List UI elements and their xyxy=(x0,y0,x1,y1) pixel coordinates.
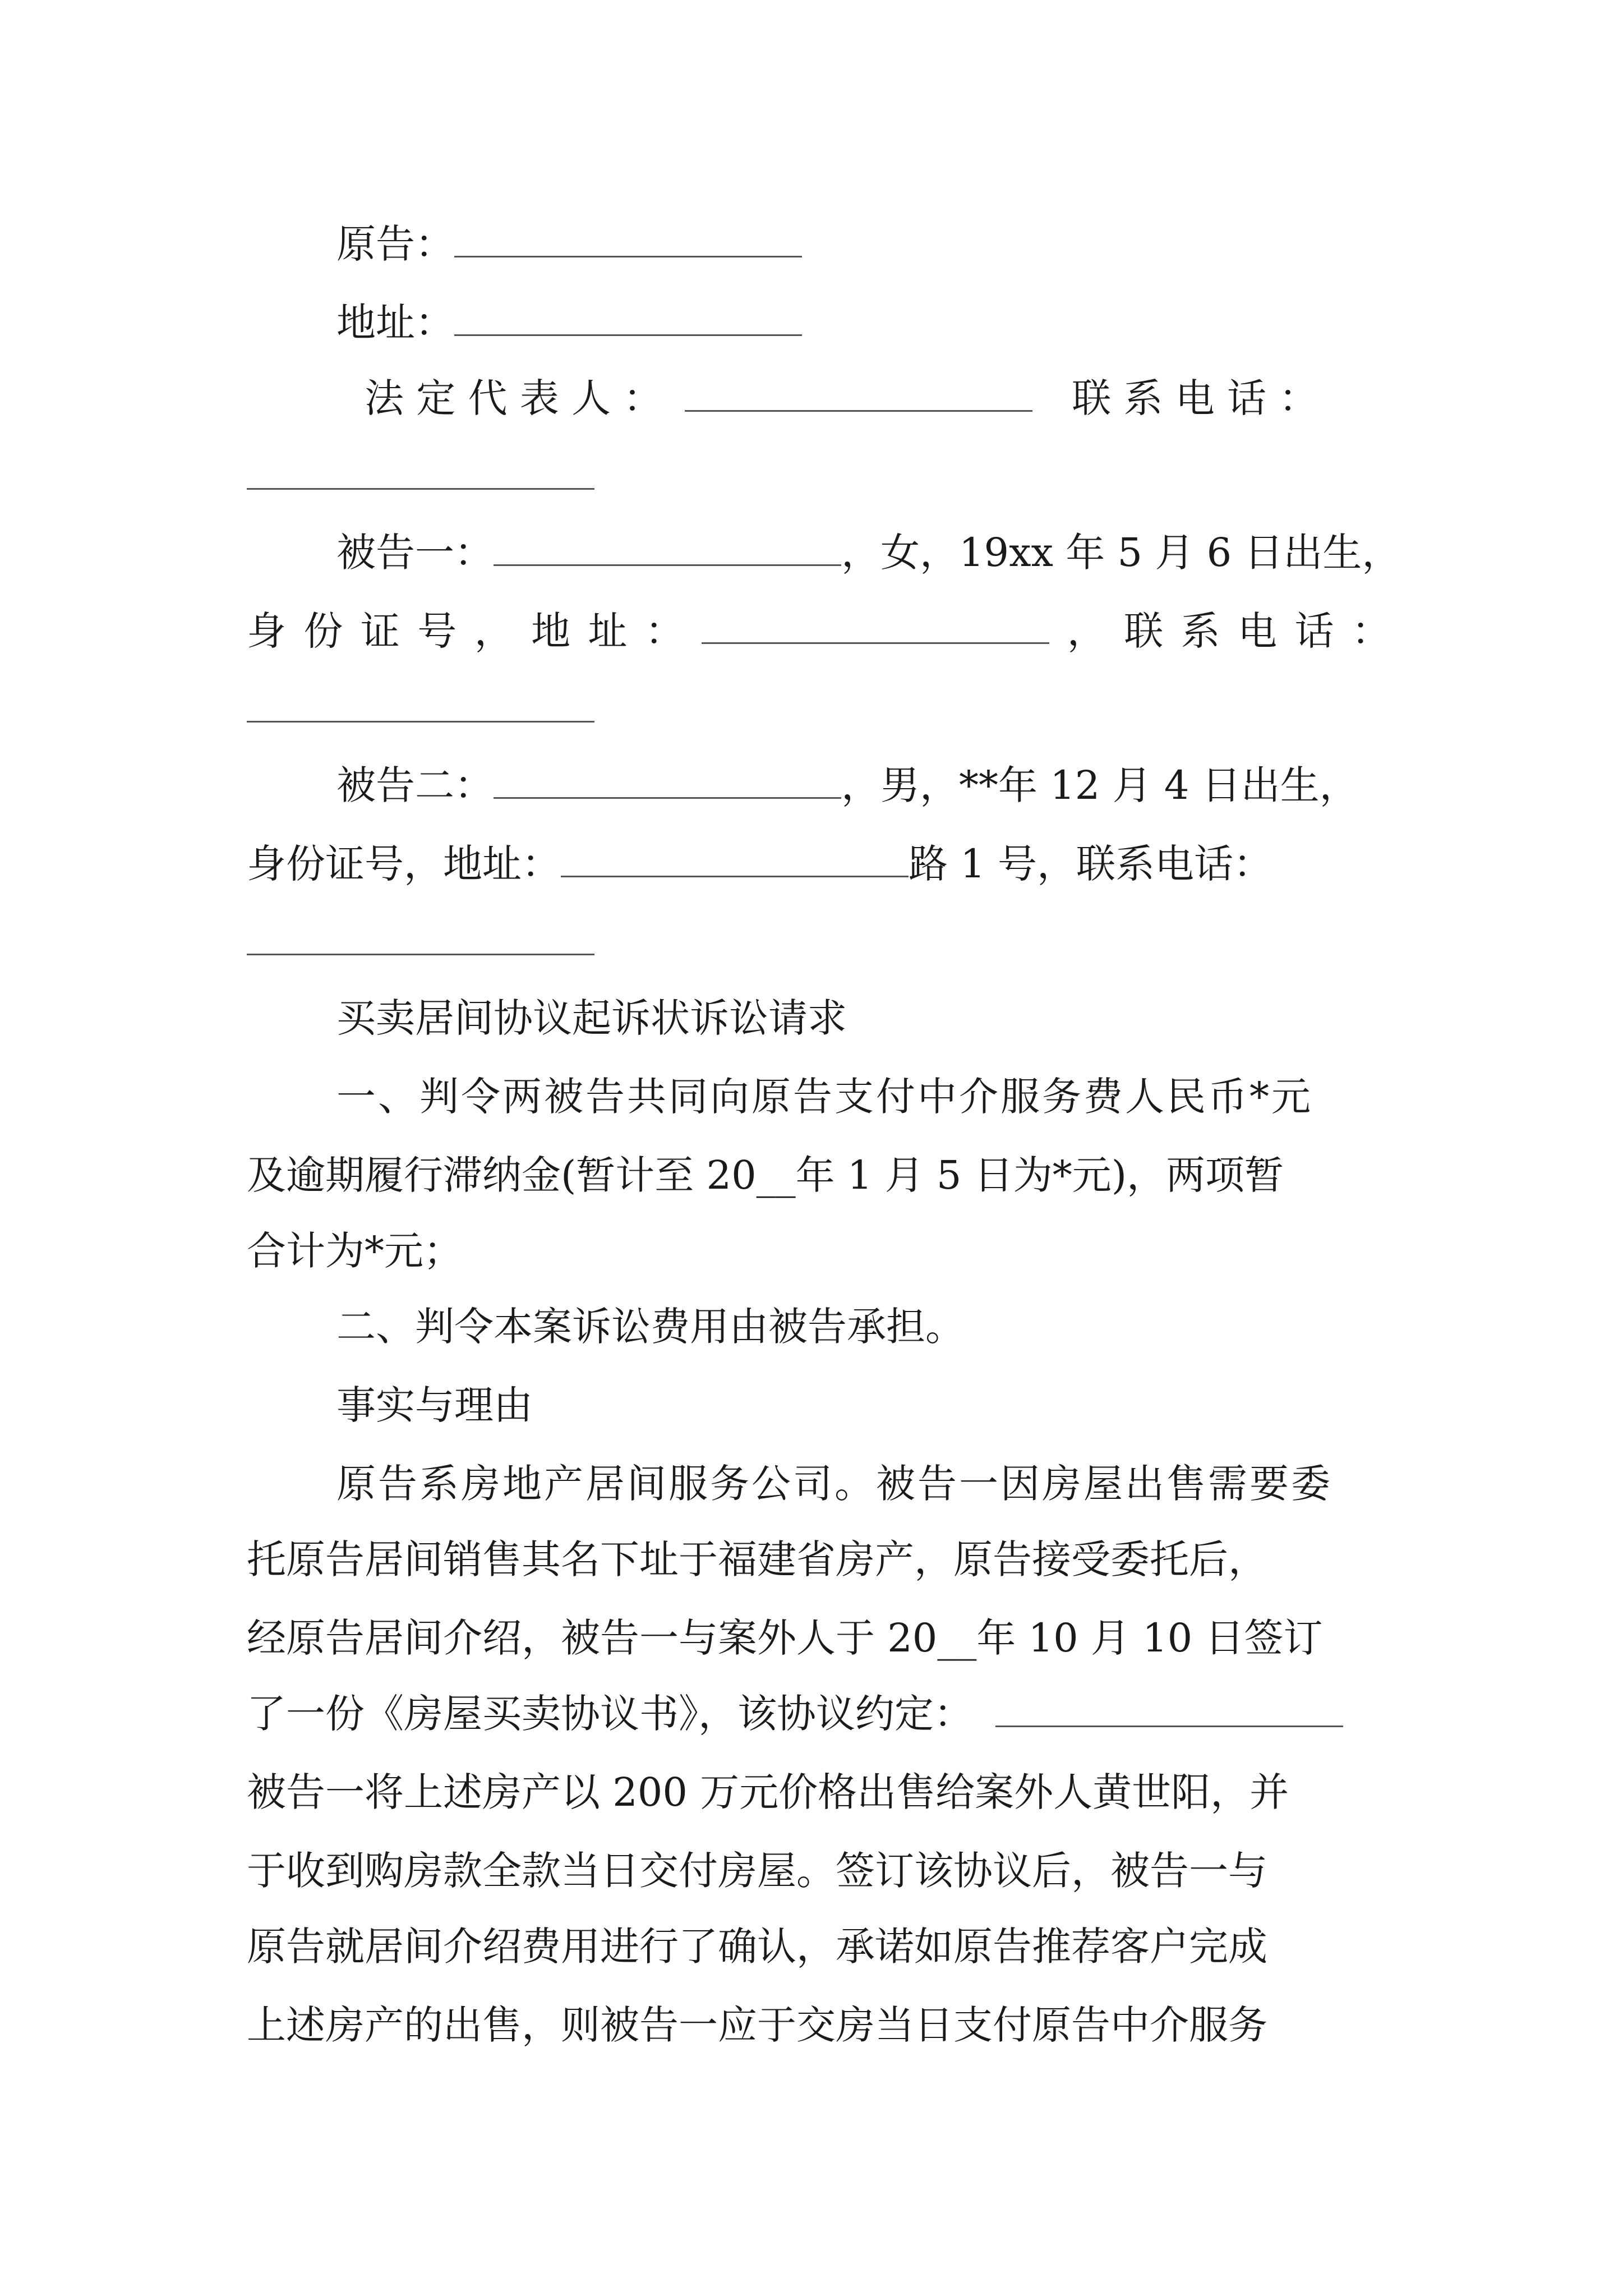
legal-rep-line xyxy=(365,370,1318,426)
defendant2-address-blank xyxy=(561,836,909,877)
defendant1-line2 xyxy=(247,603,1391,659)
plaintiff-blank xyxy=(454,217,802,257)
claim-item2: 二、判令本案诉讼费用由被告承担。 xyxy=(336,1304,965,1350)
d1-char: 话 xyxy=(1294,608,1334,654)
d1-char: 地 xyxy=(531,608,571,654)
facts-line: 上述房产的出售，则被告一应于交房当日支付原告中介服务 xyxy=(247,2002,1267,2048)
claim-item1-line1: 一、判令两被告共同向原告支付中介服务费人民币*元 xyxy=(336,1074,1313,1120)
d1-char: ： xyxy=(1351,608,1391,654)
facts-line: 于收到购房款全款当日交付房屋。签订该协议后，被告一与 xyxy=(247,1848,1267,1894)
rep-phone-blank xyxy=(247,488,594,490)
claim-item1-line2: 及逾期履行滞纳金(暂计至 20__年 1 月 5 日为*元)，两项暂 xyxy=(247,1152,1284,1198)
d1-char: 证 xyxy=(360,608,400,654)
defendant1-phone-blank xyxy=(247,721,594,723)
d1-char: 份 xyxy=(303,608,343,654)
legal-rep-label: 法 定 代 表 人 ： xyxy=(365,375,663,421)
plaintiff-line xyxy=(336,216,802,272)
defendant2-name-blank xyxy=(494,758,841,799)
facts-line: 托原告居间销售其名下址于福建省房产，原告接受委托后， xyxy=(247,1536,1267,1582)
facts-line: 原告就居间介绍费用进行了确认，承诺如原告推荐客户完成 xyxy=(247,1924,1267,1970)
facts-line-with-blank xyxy=(247,1686,1343,1742)
d1-char: ， xyxy=(1067,608,1106,654)
facts-line: 被告一将上述房产以 200 万元价格出售给案外人黄世阳，并 xyxy=(247,1769,1289,1815)
d1-char: 号 xyxy=(417,608,457,654)
d1-char: 电 xyxy=(1238,608,1278,654)
facts-line: 了一份《房屋买卖协议书》，该协议约定： xyxy=(247,1691,973,1737)
d1-char: 身 xyxy=(247,608,286,654)
d1-char: 址 xyxy=(588,608,628,654)
defendant2-label: 被告二： xyxy=(336,762,494,808)
d1-char: ， xyxy=(474,608,514,654)
plaintiff-label: 原告： xyxy=(336,221,454,267)
defendant2-info: ，男，**年 12 月 4 日出生， xyxy=(841,762,1359,808)
address-label: 地址： xyxy=(336,300,454,346)
defendant2-line2 xyxy=(247,836,1272,892)
d1-char: ： xyxy=(644,608,684,654)
rep-phone-label: 联 系 电 话 ： xyxy=(1072,375,1318,421)
legal-rep-blank xyxy=(685,371,1032,412)
defendant2-phone-blank xyxy=(247,954,594,955)
facts-title: 事实与理由 xyxy=(336,1382,533,1428)
defendant1-label: 被告一： xyxy=(336,530,494,576)
defendant1-name-blank xyxy=(494,525,841,566)
defendant2-line1 xyxy=(336,757,1359,813)
claim-item1-line3: 合计为*元； xyxy=(247,1228,463,1274)
defendant1-address-blank xyxy=(702,603,1049,644)
defendant1-line1 xyxy=(336,524,1401,581)
address-blank xyxy=(454,295,802,336)
defendant1-info: ，女，19xx 年 5 月 6 日出生， xyxy=(841,530,1401,576)
d1-char: 系 xyxy=(1181,608,1220,654)
defendant2-road-phone-label: 路 1 号，联系电话： xyxy=(909,841,1273,887)
claims-title: 买卖居间协议起诉状诉讼请求 xyxy=(336,995,847,1041)
d1-char: 联 xyxy=(1124,608,1164,654)
defendant2-id-address-label: 身份证号，地址： xyxy=(247,841,561,887)
plaintiff-address-line xyxy=(336,295,802,351)
facts-line: 原告系房地产居间服务公司。被告一因房屋出售需要委 xyxy=(336,1461,1332,1507)
facts-line: 经原告居间介绍，被告一与案外人于 20__年 10 月 10 日签订 xyxy=(247,1615,1323,1661)
agreement-blank xyxy=(995,1686,1343,1727)
